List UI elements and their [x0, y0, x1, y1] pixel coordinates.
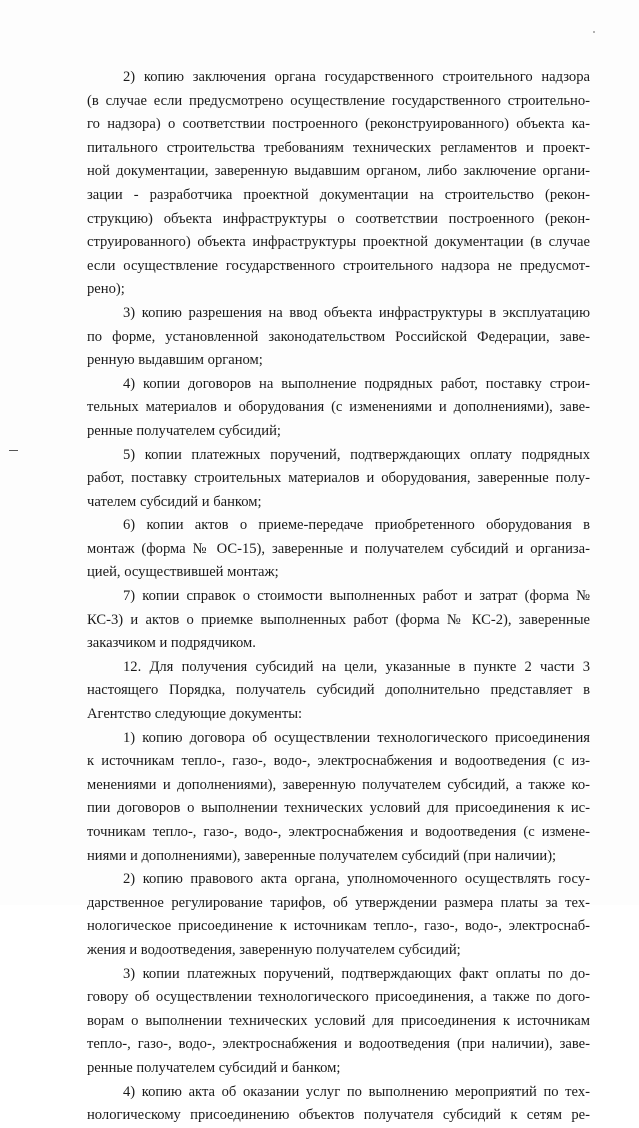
text-line: ниями и дополнениями), заверенные получателем субсидий (при наличии);: [87, 847, 557, 864]
scan-speck: [593, 31, 595, 33]
text-line: чателем субсидий и банком;: [87, 493, 262, 510]
text-line: 2) копию заключения органа государственного строительного надзора: [123, 69, 590, 85]
text-line: 4) копию акта об оказании услуг по выполнению мероприятий по тех-: [123, 1083, 590, 1100]
text-line: 1) копию договора об осуществлении технологического присоединения: [123, 729, 590, 746]
text-line: говору об осуществлении технологического присоединения, а также по дого-: [87, 989, 590, 1006]
text-line: 3) копию разрешения на ввод объекта инфраструктуры в эксплуатацию: [123, 304, 590, 321]
text-line: менениями и дополнениями), заверенную получателем субсидий, а также ко-: [87, 776, 590, 793]
text-line: настоящего Порядка, получатель субсидий дополнительно представляет в: [87, 682, 590, 699]
text-line: к источникам тепло-, газо-, водо-, электроснабжения и водоотведения (с из-: [87, 753, 590, 770]
text-line: дарственное регулирование тарифов, об утверждении размера платы за тех-: [87, 894, 590, 911]
text-line: струкцию) объекта инфраструктуры о соответствии построенного (рекон-: [87, 210, 590, 227]
text-line: заказчиком и подрядчиком.: [87, 635, 256, 652]
text-line: ной документации, заверенную выдавшим органом, либо заключение органи-: [87, 163, 590, 180]
text-line: Агентство следующие документы:: [87, 706, 303, 723]
text-line: 7) копии справок о стоимости выполненных работ и затрат (форма №: [123, 588, 590, 605]
text-line: струированного) объекта инфраструктуры проектной документации (в случае: [87, 234, 590, 251]
text-line: монтаж (форма № ОС-15), заверенные и получателем субсидий и организа-: [87, 540, 590, 557]
text-line: ренные получателем субсидий;: [87, 422, 281, 439]
text-line: тепло-, газо-, водо-, электроснабжения и водоотведения (при наличии), заве-: [87, 1036, 590, 1053]
text-line: 6) копии актов о приеме-передаче приобретенного оборудования в: [123, 517, 590, 534]
text-line: ренную выдавшим органом;: [87, 352, 263, 369]
text-line: тельных материалов и оборудования (с изменениями и дополнениями), заве-: [87, 399, 590, 416]
text-line: 5) копии платежных поручений, подтверждающих оплату подрядных: [123, 446, 590, 463]
text-line: 4) копии договоров на выполнение подрядных работ, поставку строи-: [123, 375, 590, 392]
margin-mark: [9, 450, 18, 451]
text-line: цией, осуществившей монтаж;: [87, 564, 279, 581]
text-line: работ, поставку строительных материалов и оборудования, заверенные полу-: [87, 470, 590, 487]
text-line: если осуществление государственного строительного надзора не предусмот-: [87, 257, 590, 274]
text-line: 12. Для получения субсидий на цели, указанные в пункте 2 части 3: [123, 658, 590, 675]
document-body: [87, 66, 590, 1128]
text-line: зации - разработчика проектной документации на строительство (рекон-: [87, 186, 590, 203]
text-line: пии договоров о выполнении технических условий для присоединения к ис-: [87, 800, 590, 817]
text-line: питального строительства требованиям технических регламентов и проект-: [87, 139, 590, 156]
text-line: рено);: [87, 281, 125, 298]
text-line: жения и водоотведения, заверенную получателем субсидий;: [87, 941, 461, 958]
text-line: 2) копию правового акта органа, уполномоченного осуществлять госу-: [123, 871, 590, 888]
text-line: точникам тепло-, газо-, водо-, электроснабжения и водоотведения (с измене-: [87, 824, 590, 840]
text-line: нологическое присоединение к источникам тепло-, газо-, водо-, электроснаб-: [87, 918, 590, 935]
text-line: ренные получателем субсидий и банком;: [87, 1059, 341, 1076]
text-line: го надзора) о соответствии построенного (реконструированного) объекта ка-: [87, 116, 590, 133]
text-line: ворам о выполнении технических условий для присоединения к источникам: [87, 1012, 590, 1029]
text-line: КС-3) и актов о приемке выполненных работ (форма № КС-2), заверенные: [87, 611, 590, 628]
text-line: нологическому присоединению объектов получателя субсидий к сетям ре-: [87, 1107, 590, 1124]
text-line: (в случае если предусмотрено осуществление государственного строительно-: [87, 92, 590, 109]
text-line: по форме, установленной законодательством Российской Федерации, заве-: [87, 328, 590, 345]
text-line: 3) копии платежных поручений, подтверждающих факт оплаты по до-: [123, 965, 590, 982]
